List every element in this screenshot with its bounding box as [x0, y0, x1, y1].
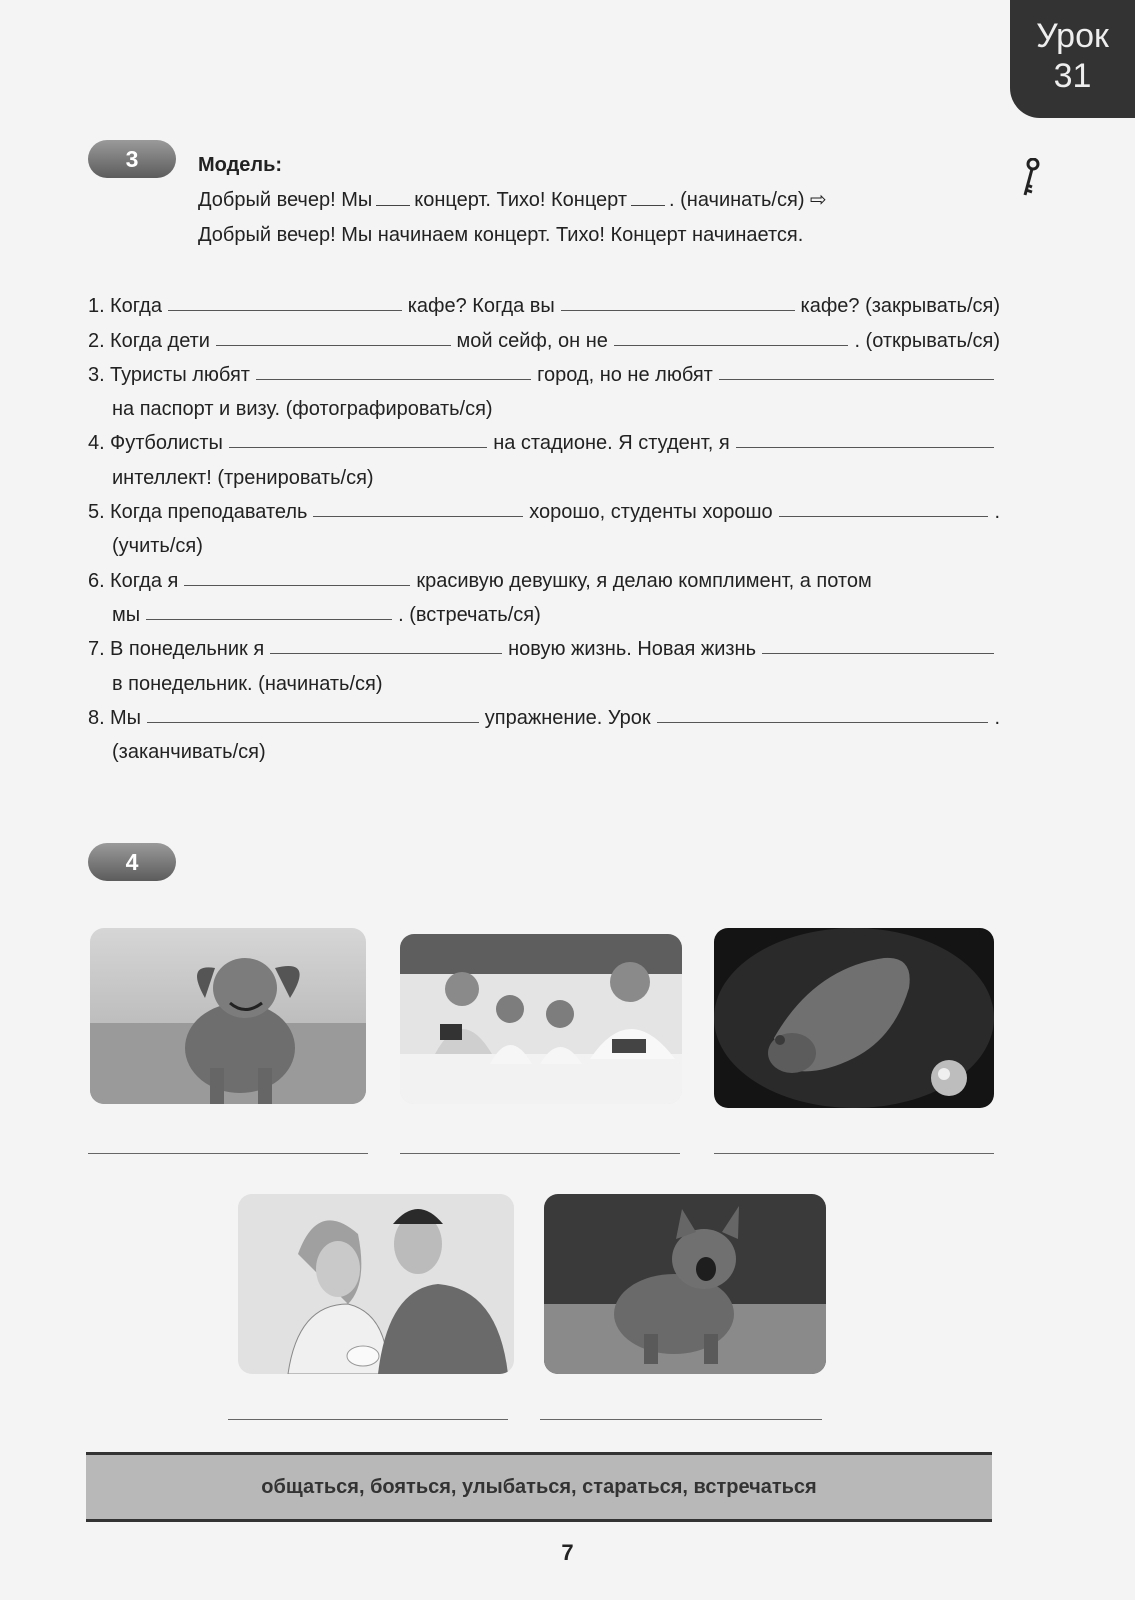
photo-bear: [714, 928, 994, 1108]
list-item: 8. Мы упражнение. Урок .: [88, 706, 1000, 729]
answer-blank[interactable]: [657, 721, 989, 723]
answer-blank[interactable]: [736, 446, 994, 448]
list-item-continuation: на паспорт и визу. (фотографировать/ся): [112, 398, 493, 421]
list-item: 1. Когда кафе? Когда вы кафе? (закрывать/ся): [88, 295, 1001, 318]
answer-blank[interactable]: [146, 618, 392, 620]
list-item-continuation: (учить/ся): [112, 535, 203, 558]
answer-blank[interactable]: [561, 309, 795, 311]
answer-blank[interactable]: [614, 344, 849, 346]
answer-blank[interactable]: [168, 309, 402, 311]
photo-family-in-bed: [400, 934, 682, 1104]
model-block: [198, 148, 827, 253]
answer-blank[interactable]: [184, 584, 410, 586]
exercise-3-list: [88, 284, 1000, 764]
answer-blank[interactable]: [216, 344, 451, 346]
list-item: 7. В понедельник я новую жизнь. Новая жизнь: [88, 627, 1000, 661]
word-bank: общаться, бояться, улыбаться, стараться, встречаться: [86, 1452, 992, 1522]
lesson-number: 31: [1053, 57, 1092, 95]
list-item: 5. Когда преподаватель хорошо, студенты хорошо .: [88, 501, 1000, 524]
answer-blank[interactable]: [779, 515, 989, 517]
blank: [376, 204, 410, 206]
lesson-tab: [1010, 0, 1135, 118]
answer-blank[interactable]: [313, 515, 523, 517]
exercise-3-badge: 3: [88, 140, 176, 178]
model-line-2: Добрый вечер! Мы начинаем концерт. Тихо! Концерт начинается.: [198, 224, 804, 246]
list-item: 6. Когда я красивую девушку, я делаю комплимент, а потом: [88, 569, 872, 592]
answer-blank[interactable]: [147, 721, 479, 723]
model-line-1: Добрый вечер! Мы концерт. Тихо! Концерт . (начинать/ся) ⇨: [198, 189, 827, 211]
list-item-continuation: в понедельник. (начинать/ся): [112, 672, 383, 695]
exercise-4-badge: 4: [88, 843, 176, 881]
list-item: 3. Туристы любят город, но не любят: [88, 353, 1000, 387]
answer-line-couple[interactable]: [228, 1418, 508, 1420]
answer-blank[interactable]: [762, 652, 994, 654]
photo-dog: [90, 928, 366, 1104]
page-number: 7: [561, 1540, 574, 1565]
model-title: Модель:: [198, 154, 283, 176]
list-item-continuation: интеллект! (тренировать/ся): [112, 466, 374, 489]
answer-blank[interactable]: [256, 378, 531, 380]
answer-line-kitten[interactable]: [540, 1418, 822, 1420]
photo-couple: [238, 1194, 514, 1374]
answer-blank[interactable]: [719, 378, 994, 380]
photo-kitten: [544, 1194, 826, 1374]
list-item: 4. Футболисты на стадионе. Я студент, я: [88, 421, 1000, 455]
list-item-continuation: (заканчивать/ся): [112, 741, 266, 764]
list-item-continuation: мы . (встречать/ся): [112, 603, 541, 626]
blank: [631, 204, 665, 206]
answer-blank[interactable]: [229, 446, 487, 448]
key-icon: [1020, 158, 1042, 198]
answer-blank[interactable]: [270, 652, 502, 654]
lesson-label: Урок: [1036, 17, 1109, 55]
answer-line-bear[interactable]: [714, 1152, 994, 1154]
list-item: 2. Когда дети мой сейф, он не . (открывать/ся): [88, 329, 1001, 352]
answer-line-family[interactable]: [400, 1152, 680, 1154]
answer-line-dog[interactable]: [88, 1152, 368, 1154]
